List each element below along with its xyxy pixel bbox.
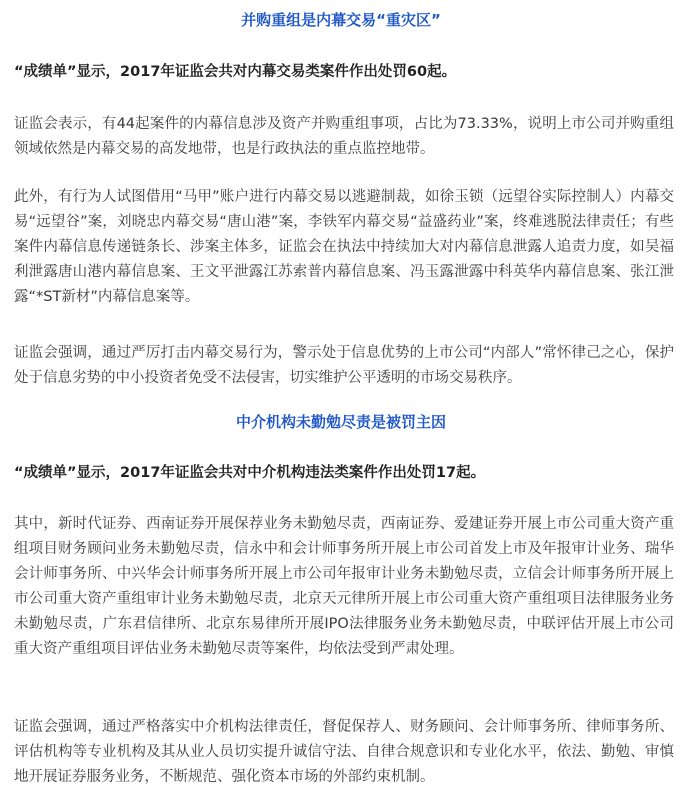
section-lead-insider-trading: “成绩单”显示，2017年证监会共对内幕交易类案件作出处罚60起。 — [14, 64, 457, 80]
paragraph-intermediary-cases: 其中，新时代证券、西南证券开展保荐业务未勤勉尽责，西南证券、爱建证券开展上市公司重大资产重组项目财务顾问业务未勤勉尽责，信永中和会计师事务所开展上市公司首发上市及年报审计业务、瑞华会计师事务所、中兴华会计师事务所开展上市公司年报审计业务未勤勉尽责，立信会计师事务所开展上市公司重大资产重组审计业务未勤勉尽责，北京天元律所开展上市公司重大资产重组项目法律服务业务未勤勉尽责，广东君信律所、北京东易律所开展IPO法律服务业务未勤勉尽责，中联评估开展上市公司重大资产重组项目评估业务未勤勉尽责等案件，均依法受到严肃处理。 — [14, 516, 674, 657]
section-title-intermediaries: 中介机构未勤勉尽责是被罚主因 — [235, 413, 446, 431]
paragraph-csrc-emphasis-1: 证监会强调，通过严厉打击内幕交易行为，警示处于信息优势的上市公司“内部人”常怀律己之心，保护处于信息劣势的中小投资者免受不法侵害，切实维护公平透明的市场交易秩序。 — [14, 345, 674, 386]
paragraph-csrc-emphasis-2: 证监会强调，通过严格落实中介机构法律责任，督促保荐人、财务顾问、会计师事务所、律师事务所、评估机构等专业机构及其从业人员切实提升诚信守法、自律合规意识和专业化水平，依法、勤勉、审慎地开展证券服务业务，不断规范、强化资本市场的外部约束机制。 — [14, 719, 674, 785]
paragraph-merger-stats: 证监会表示，有44起案件的内幕信息涉及资产并购重组事项，占比为73.33%，说明上市公司并购重组领域依然是内幕交易的高发地带，也是行政执法的重点监控地带。 — [14, 116, 674, 157]
paragraph-proxy-accounts: 此外，有行为人试图借用“马甲”账户进行内幕交易以逃避制裁，如徐玉锁（远望谷实际控制人）内幕交易“远望谷”案，刘晓忠内幕交易“唐山港”案，李铁军内幕交易“益盛药业”案，终难逃脱法律责任；有些案件内幕信息传递链条长、涉案主体多，证监会在执法中持续加大对内幕信息泄露人追责力度，如吴福利泄露唐山港内幕信息案、王文平泄露江苏索普内幕信息案、冯玉露泄露中科英华内幕信息案、张江泄露“*ST新材”内幕信息案等。 — [14, 189, 674, 305]
section-title-merger: 并购重组是内幕交易“重灾区” — [241, 11, 441, 29]
section-lead-intermediaries: “成绩单”显示，2017年证监会共对中介机构违法类案件作出处罚17起。 — [14, 465, 486, 481]
